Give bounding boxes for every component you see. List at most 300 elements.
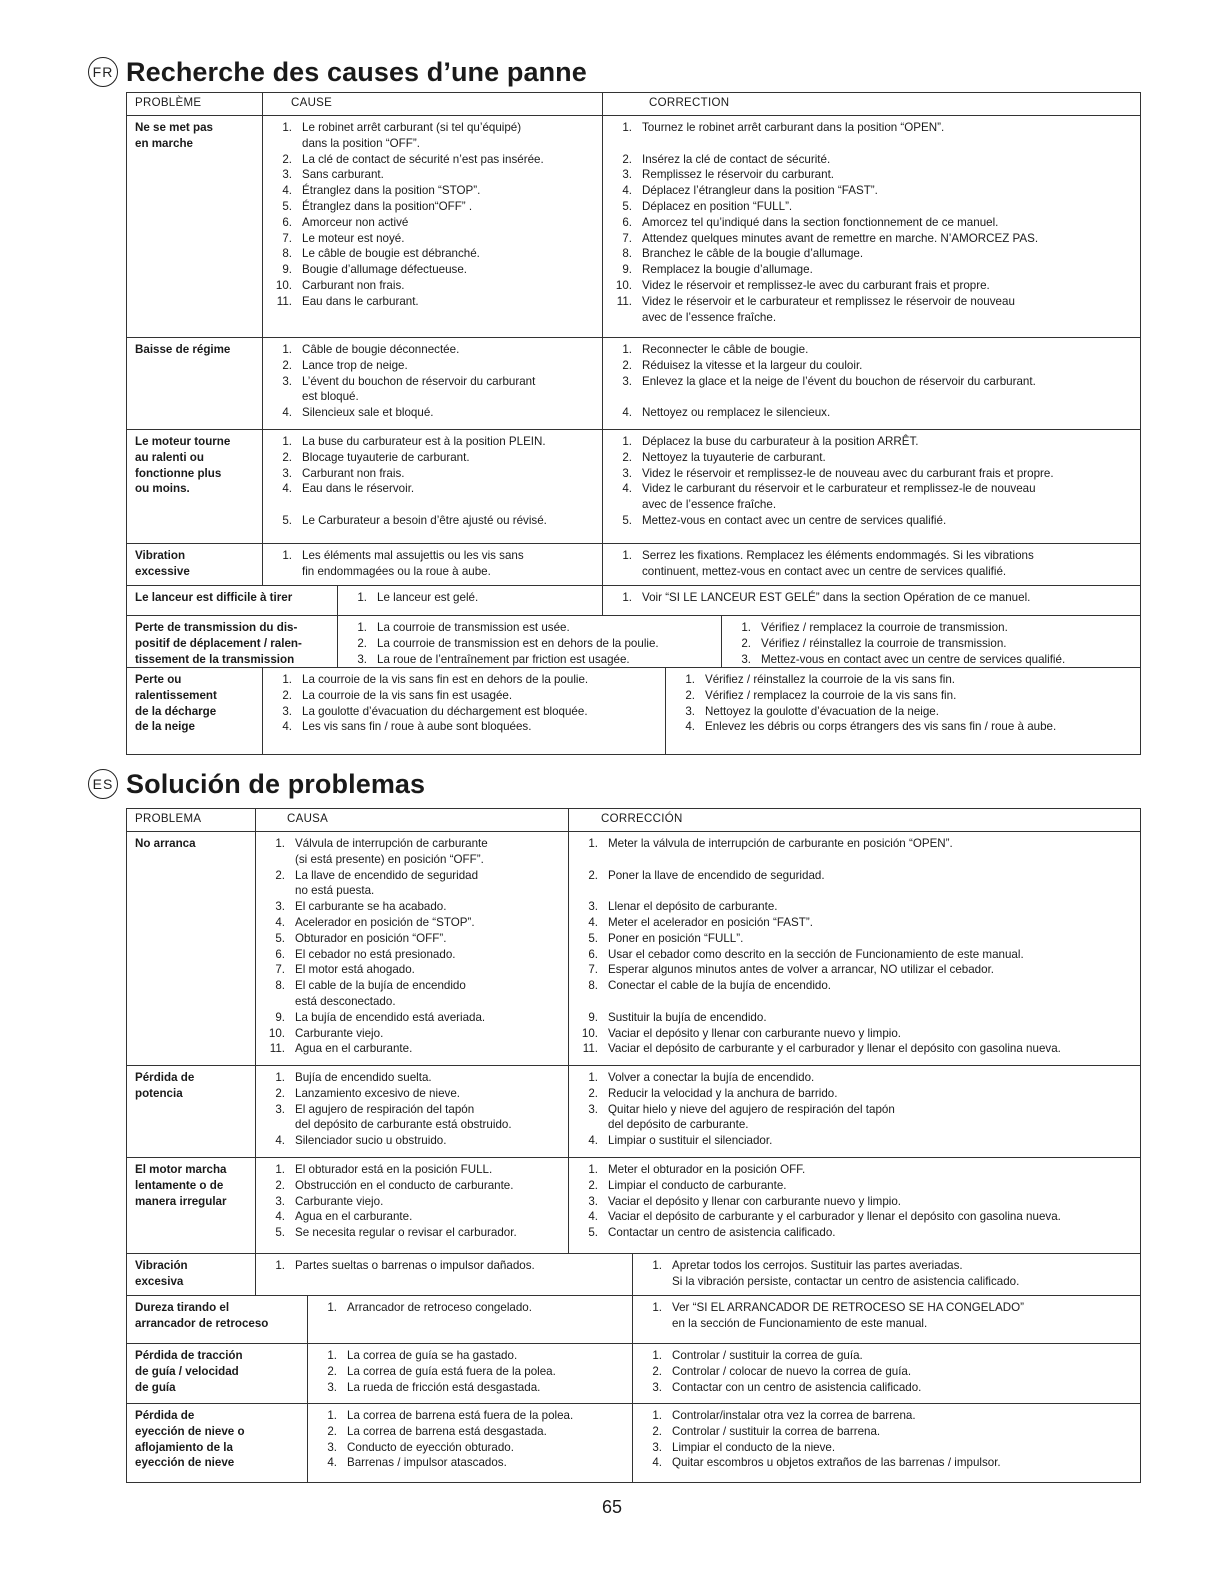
es-cause-list — [313, 1408, 573, 1471]
es-correction-item-text — [608, 883, 1061, 899]
fr-cause-item — [268, 215, 544, 231]
fr-problem-cell — [135, 120, 213, 152]
fr-cause-item-number: 2. — [282, 450, 292, 464]
es-correction-item-text: en la sección de Funcionamiento de este manual. — [672, 1316, 928, 1330]
fr-correction-item-number: 11. — [616, 294, 632, 308]
es-correction-item — [574, 883, 1061, 899]
fr-cause-item — [343, 620, 659, 636]
es-correction-item-text: Esperar algunos minutos antes de volver a arrancar, NO utilizar el cebador. — [608, 963, 995, 977]
es-cause-item-text: Partes sueltas o barrenas o impulsor dañados. — [295, 1259, 535, 1272]
es-cause-item — [261, 1026, 488, 1042]
fr-correction-item-number — [608, 564, 642, 580]
es-cause-list — [261, 836, 488, 1057]
fr-correction-item-text: Vérifiez / réinstallez la courroie de la vis sans fin. — [705, 673, 956, 686]
fr-correction-item-text: Voir “SI LE LANCEUR EST GELÉ” dans la section Opération de ce manuel. — [642, 591, 1031, 604]
fr-correction-item-number: 4. — [685, 720, 695, 734]
es-correction-item-number: 2. — [588, 1086, 598, 1100]
fr-cause-list — [268, 342, 535, 421]
fr-cause-item-text: L’évent du bouchon de réservoir du carburant — [302, 374, 536, 388]
es-problem-line: manera irregular — [135, 1194, 227, 1208]
es-problem-line: Dureza tirando el — [135, 1301, 230, 1314]
fr-correction-item — [608, 120, 1038, 136]
es-cause-item-number: 1. — [275, 837, 285, 850]
fr-correction-item — [727, 652, 1065, 668]
es-problem-cell — [135, 1408, 245, 1471]
es-cause-item-text: Conducto de eyección obturado. — [347, 1440, 514, 1454]
es-correction-item — [638, 1440, 1001, 1456]
fr-cause-item — [268, 152, 544, 168]
fr-correction-item — [608, 310, 1038, 326]
es-problem-cell — [135, 1162, 227, 1209]
es-correction-item-text: del depósito de carburante. — [608, 1118, 749, 1132]
fr-correction-item-number: 2. — [622, 450, 632, 464]
fr-cause-item — [343, 652, 659, 668]
fr-problem-cell — [135, 590, 292, 606]
es-correction-item-text: Limpiar o sustituir el silenciador. — [608, 1134, 773, 1148]
fr-correction-item — [608, 358, 1036, 374]
fr-correction-item — [608, 405, 1036, 421]
es-cause-item-number: 7. — [275, 963, 285, 977]
es-problem-cell — [135, 836, 196, 852]
es-problem-line: Pérdida de — [135, 1071, 195, 1084]
es-correction-item-number: 1. — [588, 837, 598, 850]
es-problem-cell — [135, 1300, 268, 1332]
fr-correction-item-number: 6. — [622, 215, 632, 229]
es-correction-item — [638, 1300, 1024, 1316]
fr-correction-item-number: 10. — [615, 278, 632, 292]
fr-correction-item — [608, 152, 1038, 168]
fr-cause-item-number: 7. — [282, 231, 292, 245]
fr-language-badge: FR — [88, 57, 118, 87]
fr-cause-item-text: Amorceur non activé — [302, 215, 409, 229]
es-correction-item — [574, 962, 1061, 978]
es-correction-item-number: 4. — [588, 1134, 598, 1148]
fr-cause-item-number: 2. — [357, 636, 367, 650]
fr-cause-item-number: 10. — [275, 278, 292, 292]
fr-cause-item-number: 4. — [282, 184, 292, 198]
fr-cause-item — [268, 450, 547, 466]
fr-correction-item-number: 2. — [741, 636, 751, 650]
fr-cause-item-text: Lance trop de neige. — [302, 358, 408, 372]
es-correction-item-number: 8. — [588, 979, 598, 993]
es-cause-list — [261, 1070, 512, 1149]
fr-problem-line: ou moins. — [135, 482, 190, 496]
fr-correction-item-number — [608, 310, 642, 326]
fr-cause-item — [268, 513, 547, 529]
fr-table-row — [127, 616, 1140, 668]
es-cause-item — [261, 1086, 512, 1102]
es-cause-item — [313, 1380, 556, 1396]
es-cause-item-number: 2. — [275, 1086, 285, 1100]
es-cause-item — [261, 1162, 517, 1178]
es-correction-item — [638, 1424, 1001, 1440]
fr-correction-item — [608, 342, 1036, 358]
es-problem-line: Pérdida de tracción — [135, 1349, 243, 1362]
fr-cause-item-text: fin endommagées ou la roue à aube. — [302, 564, 491, 578]
fr-cause-item — [268, 294, 544, 310]
fr-cause-item-text: La clé de contact de sécurité n’est pas insérée. — [302, 152, 544, 166]
es-table-row — [127, 1404, 1140, 1482]
es-correction-item-text: Meter el obturador en la posición OFF. — [608, 1163, 806, 1176]
fr-cause-item — [268, 548, 524, 564]
page-number: 65 — [601, 1497, 623, 1517]
fr-cause-item — [268, 183, 544, 199]
es-cause-item-text: La correa de guía está fuera de la polea. — [347, 1364, 556, 1378]
fr-correction-list — [608, 590, 1030, 606]
es-cause-item-text: está desconectado. — [295, 994, 396, 1008]
fr-cause-item-text: Le Carburateur a besoin d’être ajusté ou révisé. — [302, 513, 547, 527]
fr-correction-item-text: Nettoyez ou remplacez le silencieux. — [642, 406, 831, 420]
es-correction-list — [574, 1070, 895, 1149]
es-correction-item — [574, 994, 1061, 1010]
es-cause-item-text: El agujero de respiración del tapón — [295, 1102, 475, 1116]
es-correction-item — [574, 1194, 1061, 1210]
fr-header-problem: PROBLÈME — [135, 97, 202, 109]
fr-section-header — [88, 54, 587, 90]
es-section-title: Solución de problemas — [126, 768, 426, 799]
fr-correction-item-number: 7. — [622, 231, 632, 245]
fr-correction-item — [608, 294, 1038, 310]
es-cause-item — [261, 1258, 535, 1274]
es-problem-line: arrancador de retroceso — [135, 1316, 269, 1330]
es-correction-item — [574, 1178, 1061, 1194]
fr-cause-item-number: 1. — [282, 435, 292, 448]
es-cause-item — [313, 1300, 532, 1316]
es-correction-item-text: Meter el acelerador en posición “FAST”. — [608, 915, 813, 929]
es-cause-item-number: 1. — [275, 1163, 285, 1176]
fr-correction-item-text: Vérifiez / remplacez la courroie de transmission. — [761, 621, 1008, 634]
fr-cause-item — [268, 481, 547, 497]
fr-header-correction: CORRECTION — [649, 97, 730, 109]
fr-problem-line: de la neige — [135, 720, 195, 734]
es-correction-item-text: Contactar un centro de asistencia calificado. — [608, 1226, 836, 1240]
es-correction-item — [638, 1408, 1001, 1424]
es-correction-list — [638, 1348, 921, 1395]
fr-cause-item-number: 1. — [282, 121, 292, 134]
fr-correction-item — [608, 497, 1054, 513]
fr-cause-item-number — [268, 136, 302, 152]
es-table-row — [127, 1066, 1140, 1158]
es-correction-item-number: 3. — [588, 1102, 598, 1116]
fr-correction-item — [671, 719, 1056, 735]
es-cause-item-text: La rueda de fricción está desgastada. — [347, 1380, 541, 1394]
fr-cause-item-number: 4. — [282, 406, 292, 420]
fr-correction-item — [608, 262, 1038, 278]
fr-correction-item-number: 1. — [622, 343, 632, 356]
fr-correction-item-text: Insérez la clé de contact de sécurité. — [642, 152, 831, 166]
fr-correction-item — [727, 620, 1065, 636]
es-correction-item — [574, 947, 1061, 963]
es-correction-item-number: 4. — [588, 915, 598, 929]
fr-section-title: Recherche des causes d’une panne — [126, 56, 587, 87]
es-cause-item-number: 3. — [275, 1102, 285, 1116]
fr-table-row — [127, 586, 1140, 616]
es-correction-item-number: 5. — [588, 931, 598, 945]
fr-correction-item-number: 3. — [622, 466, 632, 480]
es-correction-item-text: Controlar / colocar de nuevo la correa de guía. — [672, 1364, 912, 1378]
es-correction-item-number — [574, 994, 608, 1010]
es-correction-item — [574, 1102, 895, 1118]
fr-cause-item-text: La roue de l’entraînement par friction est usagée. — [377, 652, 630, 666]
es-cause-item — [261, 1102, 512, 1118]
fr-correction-list — [608, 548, 1034, 580]
fr-cause-list — [343, 620, 659, 667]
fr-cause-item-number — [268, 564, 302, 580]
es-problem-line: aflojamiento de la — [135, 1440, 233, 1454]
es-cause-list — [313, 1348, 556, 1395]
es-header-correction: CORRECCIÓN — [601, 813, 683, 825]
fr-problem-line: Vibration — [135, 549, 186, 562]
fr-table-row — [127, 430, 1140, 544]
es-cause-item-text: El cebador no está presionado. — [295, 947, 456, 961]
fr-problem-line: positif de déplacement / ralen- — [135, 636, 302, 650]
fr-problem-line: fonctionne plus — [135, 466, 222, 480]
es-correction-item-number: 7. — [588, 963, 598, 977]
fr-cause-item-text — [302, 497, 547, 513]
es-cause-item-number: 3. — [327, 1440, 337, 1454]
fr-correction-item-text: Vérifiez / remplacez la courroie de la vis sans fin. — [705, 688, 957, 702]
fr-problem-line: Perte de transmission du dis- — [135, 621, 298, 634]
fr-correction-item-number — [608, 389, 642, 405]
fr-cause-item — [268, 672, 588, 688]
fr-cause-item-text: Le robinet arrêt carburant (si tel qu’équipé) — [302, 121, 522, 134]
fr-correction-list — [608, 434, 1054, 529]
es-cause-item — [261, 899, 488, 915]
es-cause-item-number: 3. — [275, 900, 285, 914]
fr-correction-item-text: Amorcez tel qu’indiqué dans la section fonctionnement de ce manuel. — [642, 215, 999, 229]
fr-correction-item-text: avec de l’essence fraîche. — [642, 498, 777, 512]
es-cause-item-text: La correa de barrena está fuera de la polea. — [347, 1409, 574, 1422]
es-correction-item-text: Reducir la velocidad y la anchura de barrido. — [608, 1086, 838, 1100]
es-cause-item — [261, 1209, 517, 1225]
es-cause-item — [261, 883, 488, 899]
fr-correction-item — [608, 246, 1038, 262]
fr-cause-item — [268, 342, 535, 358]
es-problem-line: potencia — [135, 1086, 183, 1100]
fr-cause-item — [268, 466, 547, 482]
fr-cause-item-number: 3. — [282, 466, 292, 480]
es-correction-item-number: 6. — [588, 947, 598, 961]
es-correction-item-text: Controlar / sustituir la correa de barrena. — [672, 1424, 881, 1438]
es-troubleshooting-table — [126, 808, 1141, 1483]
es-correction-list — [638, 1300, 1024, 1332]
fr-correction-item-number: 1. — [685, 673, 695, 686]
fr-cause-item — [268, 719, 588, 735]
es-cause-list — [261, 1258, 535, 1274]
fr-cause-list — [343, 590, 478, 606]
es-cause-item — [261, 1194, 517, 1210]
fr-cause-item-number: 8. — [282, 247, 292, 261]
fr-problem-line: de la décharge — [135, 704, 217, 718]
fr-cause-item-text: Étranglez dans la position “STOP”. — [302, 184, 481, 198]
fr-correction-item-text: continuent, mettez-vous en contact avec un centre de services qualifié. — [642, 564, 1007, 578]
fr-table-row — [127, 544, 1140, 586]
es-cause-item-number: 3. — [327, 1380, 337, 1394]
fr-cause-item-text: Les vis sans fin / roue à aube sont bloquées. — [302, 720, 532, 734]
es-correction-item — [638, 1348, 921, 1364]
es-cause-item — [261, 1041, 488, 1057]
es-cause-item-text: Acelerador en posición de “STOP”. — [295, 915, 475, 929]
es-cause-item — [261, 947, 488, 963]
es-correction-item-text: Meter la válvula de interrupción de carburante en posición “OPEN”. — [608, 837, 953, 850]
es-correction-item — [574, 1133, 895, 1149]
fr-correction-item-text: Enlevez la glace et la neige de l’évent du bouchon de réservoir du carburant. — [642, 374, 1036, 388]
fr-cause-item — [268, 231, 544, 247]
fr-cause-item-text: La courroie de la vis sans fin est en dehors de la poulie. — [302, 673, 589, 686]
fr-cause-item-number: 3. — [357, 652, 367, 666]
es-correction-item-text: Vaciar el depósito y llenar con carburante nuevo y limpio. — [608, 1026, 902, 1040]
fr-correction-item — [608, 183, 1038, 199]
fr-cause-list — [268, 548, 524, 580]
es-correction-item — [574, 1117, 895, 1133]
es-cause-item-number: 1. — [327, 1349, 337, 1362]
fr-problem-line: Le moteur tourne — [135, 435, 231, 448]
fr-problem-line: au ralenti ou — [135, 450, 204, 464]
fr-correction-item-text: Déplacez la buse du carburateur à la position ARRÊT. — [642, 435, 919, 448]
fr-correction-item-text: Tournez le robinet arrêt carburant dans la position “OPEN”. — [642, 121, 945, 134]
fr-cause-item-number: 2. — [282, 688, 292, 702]
es-problem-line: de guía — [135, 1380, 176, 1394]
fr-cause-item-number — [268, 497, 302, 513]
fr-correction-item-number: 3. — [622, 374, 632, 388]
es-cause-item — [261, 836, 488, 852]
es-cause-item — [261, 915, 488, 931]
fr-cause-item — [268, 136, 544, 152]
fr-correction-item — [608, 434, 1054, 450]
fr-cause-item — [268, 405, 535, 421]
es-cause-item-number: 2. — [275, 868, 285, 882]
es-cause-item-text: Válvula de interrupción de carburante — [295, 837, 488, 850]
es-cause-item-text: El motor está ahogado. — [295, 963, 415, 977]
es-correction-list — [574, 1162, 1061, 1241]
es-correction-item-text: Contactar con un centro de asistencia calificado. — [672, 1380, 922, 1394]
es-correction-list — [638, 1258, 1019, 1290]
es-correction-item — [574, 915, 1061, 931]
fr-correction-item — [608, 513, 1054, 529]
es-language-badge: ES — [88, 769, 118, 799]
es-correction-item — [638, 1316, 1024, 1332]
fr-correction-item-text: Attendez quelques minutes avant de remettre en marche. N’AMORCEZ PAS. — [642, 231, 1039, 245]
fr-cause-item — [268, 120, 544, 136]
es-header-cause: CAUSA — [287, 813, 329, 825]
fr-header-row — [127, 93, 1140, 116]
fr-cause-item-number: 1. — [282, 343, 292, 356]
es-correction-item-number: 1. — [652, 1259, 662, 1272]
es-correction-item-text: Limpiar el conducto de la nieve. — [672, 1440, 836, 1454]
es-header-row — [127, 809, 1140, 832]
fr-correction-item-number: 8. — [622, 247, 632, 261]
fr-correction-item-number: 5. — [622, 199, 632, 213]
es-cause-item-text: La correa de guía se ha gastado. — [347, 1349, 518, 1362]
es-correction-item-number: 4. — [588, 1210, 598, 1224]
fr-cause-item-text: Les éléments mal assujettis ou les vis sans — [302, 549, 524, 562]
es-correction-item-text: Sustituir la bujía de encendido. — [608, 1010, 767, 1024]
fr-cause-item-text: Silencieux sale et bloqué. — [302, 406, 434, 420]
es-correction-item-text: Usar el cebador como descrito en la sección de Funcionamiento de este manual. — [608, 947, 1024, 961]
es-cause-item-number — [261, 883, 295, 899]
fr-correction-item-text: Reconnecter le câble de bougie. — [642, 343, 809, 356]
fr-correction-item — [671, 704, 1056, 720]
fr-correction-item — [608, 374, 1036, 390]
es-correction-item-number: 2. — [588, 1178, 598, 1192]
es-problem-line: Vibración — [135, 1259, 188, 1272]
fr-correction-item-text: Mettez-vous en contact avec un centre de services qualifié. — [761, 652, 1066, 666]
es-correction-item-number: 3. — [652, 1440, 662, 1454]
es-cause-item-text: no está puesta. — [295, 884, 375, 898]
fr-correction-item — [608, 231, 1038, 247]
es-correction-item — [574, 931, 1061, 947]
es-cause-item-number: 8. — [275, 979, 285, 993]
fr-correction-list — [671, 672, 1056, 735]
fr-cause-item — [268, 564, 524, 580]
fr-cause-item-text: Le câble de bougie est débranché. — [302, 247, 480, 261]
fr-cause-item-text: La courroie de transmission est usée. — [377, 621, 570, 634]
es-cause-item — [261, 1178, 517, 1194]
es-correction-item-text: Poner en posición “FULL”. — [608, 931, 744, 945]
es-problem-line: eyección de nieve — [135, 1456, 235, 1470]
fr-problem-cell — [135, 434, 230, 497]
fr-cause-list — [268, 672, 588, 735]
fr-correction-item — [608, 215, 1038, 231]
fr-cause-item-number: 1. — [282, 549, 292, 562]
fr-cause-item — [268, 167, 544, 183]
es-cause-item — [313, 1440, 573, 1456]
es-problem-line: excesiva — [135, 1274, 184, 1288]
fr-correction-item-text: Videz le réservoir et remplissez-le avec du carburant frais et propre. — [642, 278, 990, 292]
es-cause-item-number — [261, 852, 295, 868]
es-correction-item — [574, 978, 1061, 994]
es-correction-item-text: Poner la llave de encendido de seguridad. — [608, 868, 825, 882]
es-cause-item-number: 2. — [327, 1424, 337, 1438]
fr-cause-item — [268, 497, 547, 513]
es-correction-item-number: 1. — [652, 1301, 662, 1314]
fr-correction-item-text: Déplacez en position “FULL”. — [642, 199, 793, 213]
es-table-row — [127, 832, 1140, 1066]
fr-cause-item-text: Le lanceur est gelé. — [377, 591, 479, 604]
es-cause-item-text: Se necesita regular o revisar el carburador. — [295, 1226, 517, 1240]
es-correction-item-number — [638, 1316, 672, 1332]
es-correction-item — [574, 836, 1061, 852]
es-correction-item — [574, 868, 1061, 884]
fr-correction-item-text: Mettez-vous en contact avec un centre de services qualifié. — [642, 513, 947, 527]
fr-correction-list — [727, 620, 1065, 667]
fr-cause-item-number: 6. — [282, 215, 292, 229]
es-correction-item — [574, 1041, 1061, 1057]
fr-correction-item-text: Videz le réservoir et remplissez-le de nouveau avec du carburant frais et propre. — [642, 466, 1054, 480]
fr-correction-item — [608, 481, 1054, 497]
fr-correction-item — [671, 672, 1056, 688]
fr-cause-item — [268, 434, 547, 450]
es-problem-cell — [135, 1258, 188, 1290]
es-correction-item-text: Quitar hielo y nieve del agujero de respiración del tapón — [608, 1102, 895, 1116]
es-cause-item — [261, 1133, 512, 1149]
es-correction-item-text: Volver a conectar la bujía de encendido. — [608, 1071, 815, 1084]
es-cause-item-number: 9. — [275, 1010, 285, 1024]
fr-correction-list — [608, 342, 1036, 421]
fr-correction-item-text: Déplacez l’étrangleur dans la position “FAST”. — [642, 184, 878, 198]
es-correction-item-text: Vaciar el depósito y llenar con carburante nuevo y limpio. — [608, 1194, 902, 1208]
es-correction-item — [638, 1258, 1019, 1274]
es-problem-line: Pérdida de — [135, 1409, 195, 1422]
fr-correction-item-number: 3. — [622, 168, 632, 182]
fr-cause-item — [268, 688, 588, 704]
fr-cause-item — [268, 389, 535, 405]
fr-cause-item-text: Carburant non frais. — [302, 278, 405, 292]
fr-cause-item-text: La buse du carburateur est à la position PLEIN. — [302, 435, 546, 448]
es-correction-item-number: 1. — [652, 1349, 662, 1362]
fr-problem-line: Ne se met pas — [135, 121, 213, 134]
fr-problem-cell — [135, 342, 230, 358]
